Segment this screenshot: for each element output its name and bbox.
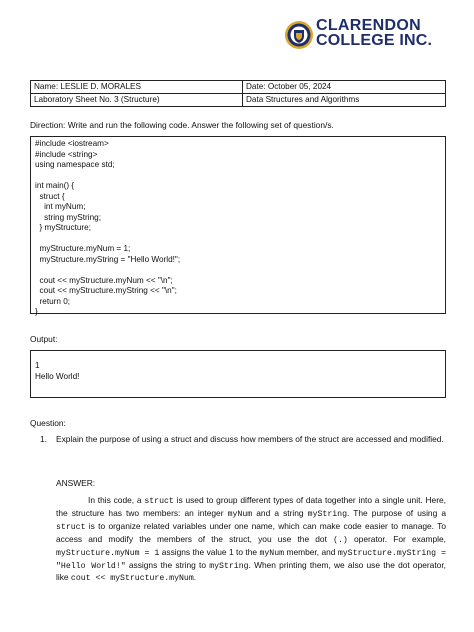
college-seal-icon — [284, 20, 314, 50]
code-line: cout << myStructure.myString << "\n"; — [35, 286, 177, 295]
code-line: return 0; — [35, 296, 71, 306]
code-line: #include <iostream> — [35, 139, 109, 148]
college-name — [316, 18, 432, 48]
code-line: myStructure.myNum = 1; — [35, 244, 131, 253]
college-name-line1: CLARENDON — [316, 17, 421, 34]
code-line: int myNum; — [35, 202, 86, 211]
date-cell: Date: October 05, 2024 — [243, 81, 446, 94]
table-row — [31, 81, 446, 94]
question-number: 1. — [40, 434, 47, 444]
college-name-line2: COLLEGE INC. — [316, 32, 433, 49]
table-row — [31, 94, 446, 107]
college-logo — [284, 18, 444, 54]
code-line: #include <string> — [35, 149, 98, 159]
code-line: string myString; — [35, 212, 101, 222]
lab-sheet-cell: Laboratory Sheet No. 3 (Structure) — [31, 94, 243, 107]
direction-text: Direction: Write and run the following code. Answer the following set of question/s. — [30, 120, 334, 130]
question-1 — [40, 434, 446, 445]
code-line — [35, 171, 441, 182]
code-line: myStructure.myString = "Hello World!"; — [35, 254, 181, 264]
subject-cell: Data Structures and Algorithms — [243, 94, 446, 107]
output-box — [30, 350, 446, 398]
answer-label: ANSWER: — [56, 478, 96, 488]
student-name-cell: Name: LESLIE D. MORALES — [31, 81, 243, 94]
question-text: Explain the purpose of using a struct and discuss how members of the struct are accessed and modified. — [56, 434, 444, 444]
output-line: 1 — [35, 361, 40, 370]
output-label: Output: — [30, 334, 58, 344]
code-line: } myStructure; — [35, 223, 91, 232]
answer-paragraph: In this code, a struct is used to group different types of data together into a single unit. Here, the structure has two members: an integer myNum and a string myString. The purpose of using a struct is to organize related variables under one name, which can make code easier to manage. To access and modify the members of the struct, you use the dot (.) operator. For example, myStructure.myNum = 1 assigns the value 1 to the myNum member, and myStructure.myString = "Hello World!" assigns the string to myString. When printing them, we also use the dot operator, like cout << myStructure.myNum. — [56, 495, 447, 584]
code-line — [35, 265, 441, 276]
code-line: int main() { — [35, 181, 75, 190]
code-line: } — [35, 307, 38, 316]
output-line: Hello World! — [35, 371, 80, 381]
student-info-table — [30, 80, 446, 107]
question-label: Question: — [30, 418, 66, 428]
code-line — [35, 234, 441, 245]
code-box — [30, 136, 446, 314]
code-line: struct { — [35, 191, 65, 201]
code-line: cout << myStructure.myNum << "\n"; — [35, 275, 173, 285]
code-line: using namespace std; — [35, 160, 115, 169]
